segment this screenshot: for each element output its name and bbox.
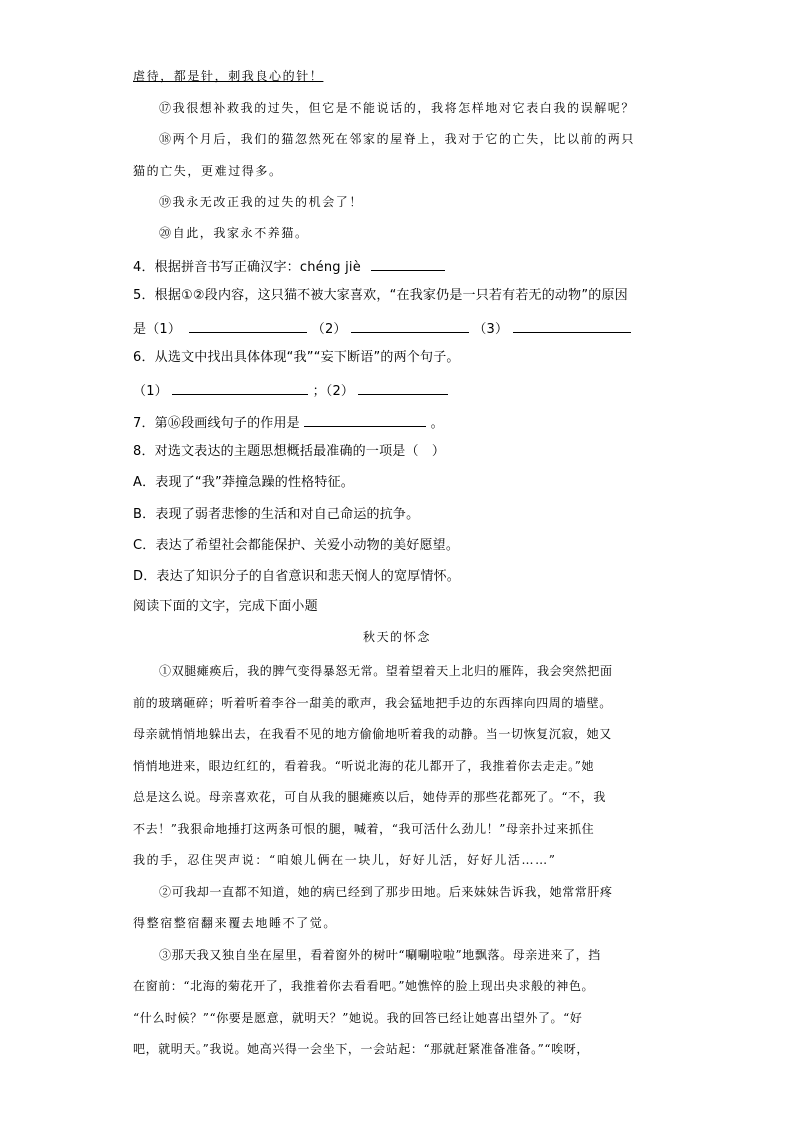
passage2-line: 不去！”我狠命地捶打这两条可恨的腿，喊着，“我可活什么劲儿！”母亲扑过来抓住 (133, 822, 595, 836)
passage2-line: ③那天我又独自坐在屋里，看着窗外的树叶“唰唰啦啦”地飘落。母亲进来了，挡 (159, 948, 601, 962)
passage2-line: 总是这么说。母亲喜欢花，可自从我的腿瘫痪以后，她侍弄的那些花都死了。“不，我 (133, 790, 606, 804)
passage2-line: 在窗前：“北海的菊花开了，我推着你去看看吧。”她憔悴的脸上现出央求般的神色。 (133, 979, 595, 993)
question-7-end: 。 (430, 416, 444, 431)
passage2-line: ②可我却一直都不知道，她的病已经到了那步田地。后来妹妹告诉我，她常常肝疼 (159, 885, 613, 899)
passage1-continuation: 虐待，都是针，刺我良心的针！ (133, 69, 324, 83)
question-6: 6．从选文中找出具体体现“我”“妄下断语”的两个句子。 (133, 350, 460, 365)
question-6-answers (133, 381, 448, 400)
question-5-label-3: （3） (473, 322, 509, 337)
question-6-blank-2[interactable] (358, 381, 448, 395)
question-4-answer-blank[interactable] (371, 257, 445, 271)
option-b[interactable]: B．表现了弱者悲惨的生活和对自己命运的抗争。 (133, 507, 420, 522)
question-5-line2 (133, 319, 631, 338)
question-6-blank-1[interactable] (172, 381, 308, 395)
reading-instruction: 阅读下面的文字，完成下面小题 (133, 599, 318, 614)
passage1-paragraph-19: ⑲我永无改正我的过失的机会了！ (159, 195, 364, 209)
question-6-label-1: （1） (133, 384, 168, 399)
passage2-line: 母亲就悄悄地躲出去，在我看不见的地方偷偷地听着我的动静。当一切恢复沉寂，她又 (133, 727, 612, 741)
question-8: 8．对选文表达的主题思想概括最准确的一项是（ ） (133, 444, 446, 459)
question-6-label-2: ；（2） (312, 384, 355, 399)
question-4 (133, 257, 445, 276)
option-a[interactable]: A．表现了“我”莽撞急躁的性格特征。 (133, 475, 354, 490)
passage2-title: 秋天的怀念 (362, 630, 431, 644)
question-7-blank[interactable] (304, 413, 426, 427)
passage2-line: 前的玻璃砸碎；听着听着李谷一甜美的歌声，我会猛地把手边的东西摔向四周的墙壁。 (133, 696, 612, 710)
option-c[interactable]: C．表达了希望社会都能保护、关爱小动物的美好愿望。 (133, 538, 460, 553)
passage2-line: ①双腿瘫痪后，我的脾气变得暴怒无常。望着望着天上北归的雁阵，我会突然把面 (159, 664, 613, 678)
question-4-text: 4．根据拼音书写正确汉字：chéng jiè (133, 260, 361, 275)
passage2-line: 吧，就明天。”我说。她高兴得一会坐下，一会站起：“那就赶紧准备准备。”“唉呀， (133, 1042, 589, 1056)
question-7-text: 7．第⑯段画线句子的作用是 (133, 416, 300, 431)
question-5-line1: 5．根据①②段内容，这只猫不被大家喜欢，“在我家仍是一只若有若无的动物”的原因 (133, 288, 628, 303)
passage2-line: 悄悄地进来，眼边红红的，看着我。“听说北海的花儿都开了，我推着你去走走。”她 (133, 759, 595, 773)
option-d[interactable]: D．表达了知识分子的自省意识和悲天悯人的宽厚情怀。 (133, 569, 461, 584)
passage2-line: “什么时候？”“你要是愿意，就明天？”她说。我的回答已经让她喜出望外了。“好 (133, 1011, 583, 1025)
question-5-blank-1[interactable] (189, 319, 307, 333)
passage2-line: 我的手，忍住哭声说：“咱娘儿俩在一块儿，好好儿活，好好儿活……” (133, 853, 557, 867)
question-7 (133, 413, 444, 432)
question-5-blank-2[interactable] (351, 319, 469, 333)
passage1-paragraph-17: ⑰我很想补救我的过失，但它是不能说话的，我将怎样地对它表白我的误解呢？ (159, 101, 636, 115)
passage1-paragraph-18-line2: 猫的亡失，更难过得多。 (133, 164, 283, 178)
question-5-label-2: （2） (311, 322, 347, 337)
question-5-blank-3[interactable] (513, 319, 631, 333)
passage1-paragraph-20: ⑳自此，我家永不养猫。 (159, 226, 309, 240)
question-5-label-1: 是（1） (133, 322, 182, 337)
passage1-paragraph-18-line1: ⑱两个月后，我们的猫忽然死在邻家的屋脊上，我对于它的亡失，比以前的两只 (159, 132, 636, 146)
passage2-line: 得整宿整宿翻来覆去地睡不了觉。 (133, 916, 338, 930)
